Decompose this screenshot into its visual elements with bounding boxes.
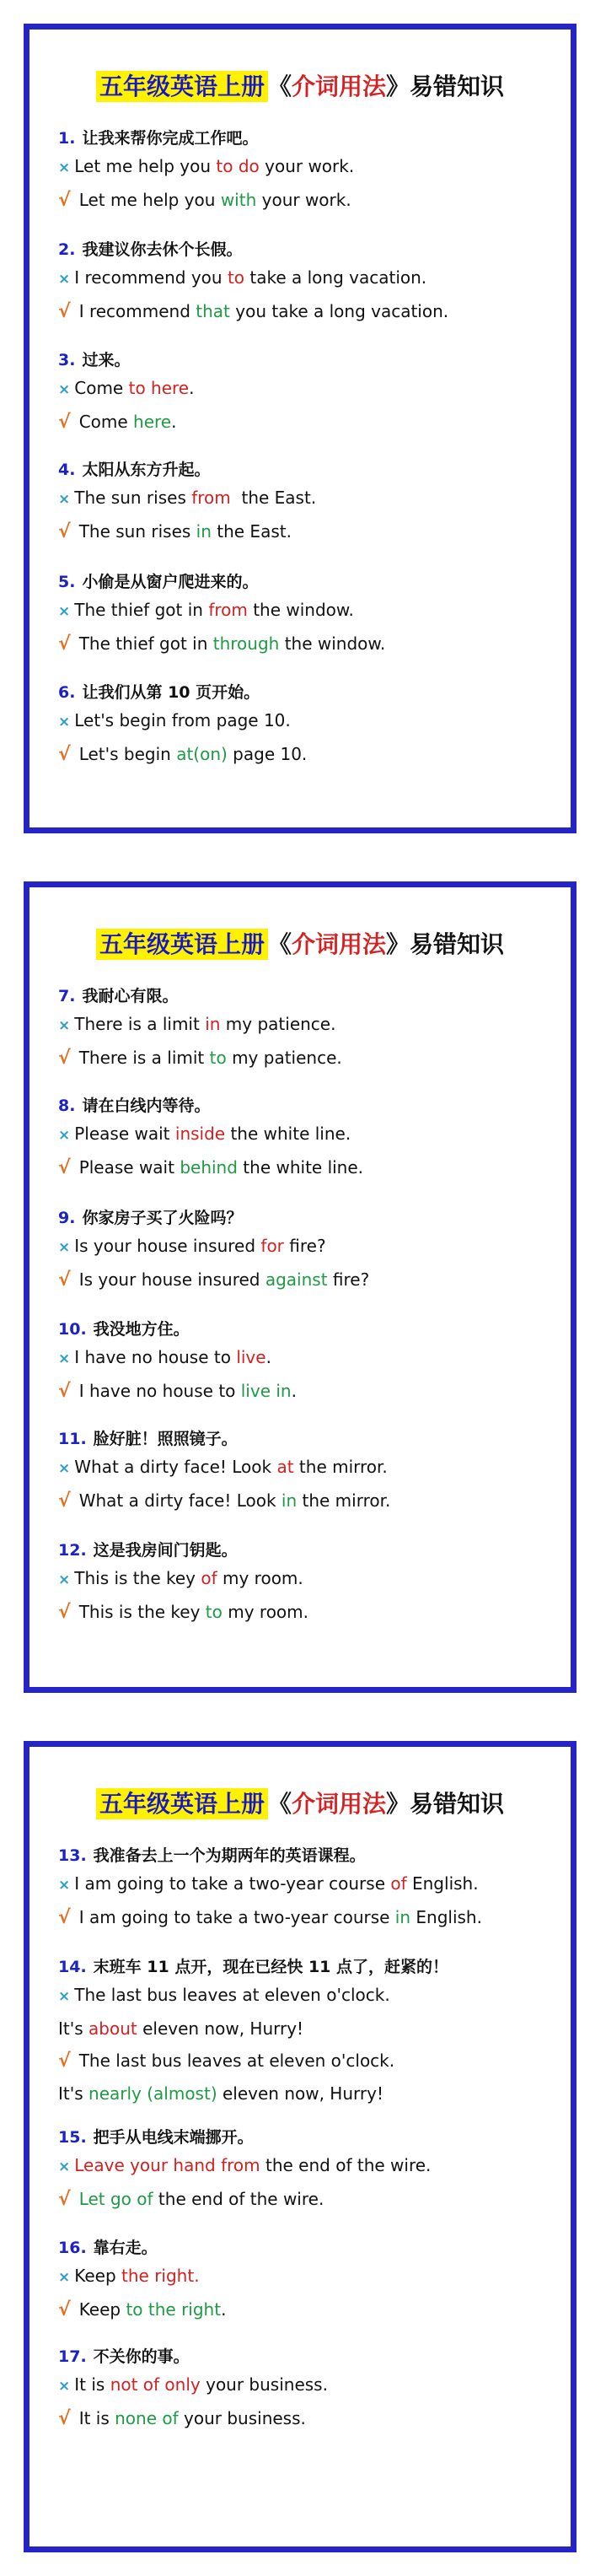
sentence-text: . [291,1381,297,1401]
correct-sentence [58,1375,554,1408]
question-text: 小偷是从窗户爬进来的。 [82,573,259,591]
title-highlight: 五年级英语上册 [96,1788,268,1819]
question-text: 太阳从东方升起。 [82,461,211,479]
question-text: 让我来帮你完成工作吧。 [82,129,259,148]
question-text: 请在白线内等待。 [82,1097,211,1115]
sentence-text: What a dirty face! Look [74,1457,277,1477]
correct-sentence [58,515,554,548]
sentence-text: Let's begin [78,744,177,764]
question-text: 我耐心有限。 [82,987,179,1005]
correct-word: to [205,1602,223,1622]
wrong-word: the right. [121,2266,200,2286]
question [58,1844,554,1867]
sentence-text: Is your house insured [74,1236,261,1256]
correct-sentence [58,2293,554,2326]
title-highlight: 五年级英语上册 [96,71,268,102]
sentence-text: the mirror. [293,1457,388,1477]
item-number: 15. [58,2128,87,2147]
wrong-word: of [390,1873,407,1894]
sentence-text: page 10. [227,744,308,764]
sentence-text: I recommend [78,301,196,321]
sentence-text: Keep [74,2266,122,2286]
sentence-text: the white line. [225,1124,351,1144]
card-2 [24,881,577,1693]
title-bracket-open: 《 [267,73,292,100]
correct-word: behind [180,1157,238,1178]
sentence-text: This is the key [74,1568,201,1588]
sentence-text: your work. [259,156,355,176]
sentence-text: the East. [211,521,292,542]
cross-icon: × [58,271,71,288]
sentence-text: The last bus leaves at eleven o'clock. [74,1985,390,2005]
correct-word: Let go of [78,2189,153,2209]
card-title [29,1784,571,1824]
cross-icon: × [58,1127,71,1144]
wrong-sentence [58,1979,554,2013]
item-number: 8. [58,1097,76,1115]
wrong-word: to do [216,156,260,176]
sentence-text: the white line. [237,1157,364,1178]
correct-word: nearly (almost) [88,2083,217,2104]
sentence-text: my patience. [226,1048,342,1068]
sentence-text: . [221,2299,227,2320]
question-text: 我准备去上一个为期两年的英语课程。 [93,1846,366,1865]
wrong-sentence [58,1008,554,1042]
item-6 [58,681,554,771]
title-keyword: 介词用法 [291,930,386,958]
correct-word: in [281,1490,298,1511]
correct-word: with [220,190,257,210]
correct-word: live in [240,1381,292,1401]
title-rest: 易错知识 [410,1790,505,1818]
question [58,2126,554,2149]
wrong-sentence [58,594,554,628]
sentence-text: eleven now, Hurry! [217,2083,383,2104]
cross-icon: × [58,1350,71,1367]
correct-sentence [58,1042,554,1075]
question-text: 你家房子买了火险吗？ [82,1209,243,1227]
correct-word: against [265,1269,328,1290]
sentence-text: Come [78,412,134,432]
correct-word: at(on) [176,744,228,764]
item-number: 6. [58,683,76,702]
check-icon: √ [58,1490,71,1512]
wrong-word: Leave your hand from [74,2155,260,2175]
wrong-word: from [208,600,248,620]
item-number: 1. [58,129,76,148]
title-bracket-close: 》 [386,1790,410,1818]
wrong-word: inside [174,1124,226,1144]
correct-sentence [58,2045,554,2078]
sentence-text: Please wait [78,1157,180,1178]
question [58,2345,554,2369]
sentence-text: I have no house to [78,1381,241,1401]
sentence-text: Let me help you [74,156,217,176]
sentence-text: fire? [327,1269,370,1290]
sentence-text: It's [58,2018,89,2039]
item-8 [58,1094,554,1184]
wrong-word: of [201,1568,217,1588]
item-number: 2. [58,240,76,259]
sentence-text: the mirror. [297,1490,391,1511]
sentence-text: There is a limit [74,1014,206,1034]
correct-word: here [133,412,172,432]
question-text: 把手从电线末端挪开。 [93,2128,254,2147]
item-number: 9. [58,1209,76,1227]
question [58,984,554,1008]
item-17 [58,2345,554,2435]
question-text: 我没地方住。 [93,1320,190,1339]
item-5 [58,570,554,660]
sentence-text: Please wait [74,1124,175,1144]
cross-icon: × [58,2158,71,2175]
sentence-text: the window. [279,633,386,654]
wrong-word: not of only [110,2374,201,2395]
wrong-word: from [191,488,231,508]
card-1 [24,24,577,833]
item-number: 10. [58,1320,87,1339]
check-icon: √ [58,412,71,433]
correct-word: that [196,301,230,321]
sentence-text: the East. [230,488,317,508]
correct-sentence [58,738,554,771]
title-bracket-open: 《 [267,930,292,958]
sentence-text: It's [58,2083,89,2104]
question [58,1955,554,1979]
cross-icon: × [58,1017,71,1034]
sentence-text: I am going to take a two-year course [74,1873,391,1894]
item-14 [58,1955,554,2110]
cross-icon: × [58,603,71,620]
correct-sentence [58,184,554,217]
correct-word: to [209,1048,227,1068]
sentence-text: This is the key [78,1602,206,1622]
correct-sentence [58,2183,554,2216]
wrong-sentence [58,1562,554,1596]
check-icon: √ [58,1602,71,1623]
check-icon: √ [58,1048,71,1069]
sentence-text: . [189,378,195,398]
correct-sentence [58,295,554,328]
wrong-sentence [58,372,554,406]
sentence-text: . [265,1347,271,1367]
sentence-text: Is your house insured [78,1269,265,1290]
check-icon: √ [58,1269,71,1291]
sentence-text: take a long vacation. [244,267,427,288]
cross-icon: × [58,2378,71,2395]
cross-icon: × [58,1877,71,1894]
cross-icon: × [58,714,71,730]
sentence-continuation [58,2078,554,2110]
wrong-word: at [276,1457,294,1477]
title-keyword: 介词用法 [291,1790,386,1818]
correct-word: to the right [126,2299,222,2320]
question-text: 不关你的事。 [93,2347,190,2366]
sentence-text: The sun rises [74,488,192,508]
item-number: 16. [58,2239,87,2257]
question [58,1539,554,1562]
item-number: 13. [58,1846,87,1865]
item-12 [58,1539,554,1629]
sentence-text: Come [74,378,129,398]
wrong-sentence [58,150,554,184]
sentence-text: Let me help you [78,190,221,210]
wrong-sentence [58,2369,554,2402]
question-text: 这是我房间门钥匙。 [93,1541,238,1560]
correct-sentence [58,1264,554,1296]
title-keyword: 介词用法 [291,73,386,100]
correct-sentence [58,1596,554,1629]
question [58,127,554,150]
check-icon: √ [58,2408,71,2429]
item-number: 11. [58,1430,87,1448]
wrong-sentence [58,482,554,515]
sentence-text: my patience. [220,1014,336,1034]
sentence-text: eleven now, Hurry! [137,2018,304,2039]
question-text: 过来。 [82,351,131,369]
card-title [29,67,571,107]
wrong-sentence [58,1230,554,1264]
question [58,1206,554,1230]
sentence-text: the window. [247,600,354,620]
item-number: 4. [58,461,76,479]
question [58,238,554,261]
correct-word: in [196,521,212,542]
sentence-text: I am going to take a two-year course [78,1907,395,1927]
sentence-text: the end of the wire. [260,2155,432,2175]
title-bracket-open: 《 [267,1790,292,1818]
item-11 [58,1427,554,1517]
item-9 [58,1206,554,1296]
item-3 [58,348,554,439]
cross-icon: × [58,491,71,508]
sentence-text: your business. [200,2374,328,2395]
correct-sentence [58,628,554,660]
sentence-text: Let's begin from page 10. [74,710,291,730]
sentence-text: What a dirty face! Look [78,1490,282,1511]
item-7 [58,984,554,1075]
item-number: 5. [58,573,76,591]
check-icon: √ [58,2299,71,2320]
cross-icon: × [58,1460,71,1477]
cross-icon: × [58,2269,71,2286]
title-rest: 易错知识 [410,930,505,958]
question-text: 靠右走。 [93,2239,158,2257]
check-icon: √ [58,1381,71,1402]
question-text: 末班车 11 点开，现在已经快 11 点了，赶紧的！ [93,1958,449,1976]
correct-word: through [212,633,280,654]
cross-icon: × [58,381,71,398]
wrong-word: to [227,267,245,288]
sentence-text: fire? [283,1236,326,1256]
card-3 [24,1741,577,2552]
sentence-text: The last bus leaves at eleven o'clock. [78,2051,395,2071]
wrong-sentence [58,704,554,738]
check-icon: √ [58,1907,71,1928]
correct-word: in [394,1907,411,1927]
title-highlight: 五年级英语上册 [96,929,268,960]
sentence-text: English. [410,1907,482,1927]
check-icon: √ [58,190,71,211]
wrong-sentence [58,2149,554,2183]
correct-sentence [58,1151,554,1184]
sentence-text: Keep [78,2299,126,2320]
sentence-text: you take a long vacation. [229,301,449,321]
item-4 [58,458,554,548]
item-1 [58,127,554,217]
sentence-text: I recommend you [74,267,228,288]
item-15 [58,2126,554,2216]
item-number: 7. [58,987,76,1005]
question-text: 脸好脏！照照镜子。 [93,1430,238,1448]
sentence-text: I have no house to [74,1347,237,1367]
question [58,681,554,704]
check-icon: √ [58,633,71,655]
sentence-text: The thief got in [78,633,213,654]
question [58,348,554,372]
check-icon: √ [58,744,71,765]
correct-sentence [58,406,554,439]
item-number: 14. [58,1958,87,1976]
correct-sentence [58,1901,554,1934]
cross-icon: × [58,1571,71,1588]
question [58,2236,554,2260]
wrong-word: live [236,1347,266,1367]
sentence-text: The sun rises [78,521,196,542]
correct-sentence [58,1485,554,1517]
sentence-text: It is [78,2408,115,2428]
wrong-sentence [58,2260,554,2293]
title-bracket-close: 》 [386,73,410,100]
sentence-text: my room. [222,1602,309,1622]
sentence-text: It is [74,2374,110,2395]
check-icon: √ [58,301,71,322]
item-10 [58,1318,554,1408]
item-16 [58,2236,554,2326]
check-icon: √ [58,521,71,542]
cross-icon: × [58,159,71,176]
wrong-sentence [58,1341,554,1375]
wrong-word: in [205,1014,221,1034]
check-icon: √ [58,1157,71,1178]
wrong-sentence [58,261,554,295]
item-2 [58,238,554,328]
title-bracket-close: 》 [386,930,410,958]
item-number: 3. [58,351,76,369]
question-text: 让我们从第 10 页开始。 [82,683,260,702]
title-rest: 易错知识 [410,73,505,100]
question [58,1427,554,1451]
wrong-sentence [58,1451,554,1485]
cross-icon: × [58,1239,71,1256]
sentence-text: . [171,412,177,432]
correct-sentence [58,2402,554,2435]
wrong-word: to here [128,378,190,398]
item-number: 12. [58,1541,87,1560]
sentence-text: your work. [256,190,351,210]
question [58,570,554,594]
question [58,1318,554,1341]
wrong-word: about [88,2018,137,2039]
check-icon: √ [58,2189,71,2210]
card-title [29,924,571,965]
sentence-text: The thief got in [74,600,209,620]
question [58,1094,554,1118]
question [58,458,554,482]
sentence-text: the end of the wire. [153,2189,324,2209]
correct-word: none of [115,2408,179,2428]
item-13 [58,1844,554,1934]
cross-icon: × [58,1988,71,2005]
sentence-text: There is a limit [78,1048,210,1068]
sentence-continuation [58,2013,554,2045]
wrong-sentence [58,1118,554,1151]
check-icon: √ [58,2051,71,2072]
item-number: 17. [58,2347,87,2366]
sentence-text: my room. [217,1568,303,1588]
sentence-text: your business. [178,2408,306,2428]
wrong-sentence [58,1867,554,1901]
question-text: 我建议你去休个长假。 [82,240,243,259]
wrong-word: for [260,1236,284,1256]
sentence-text: English. [406,1873,479,1894]
